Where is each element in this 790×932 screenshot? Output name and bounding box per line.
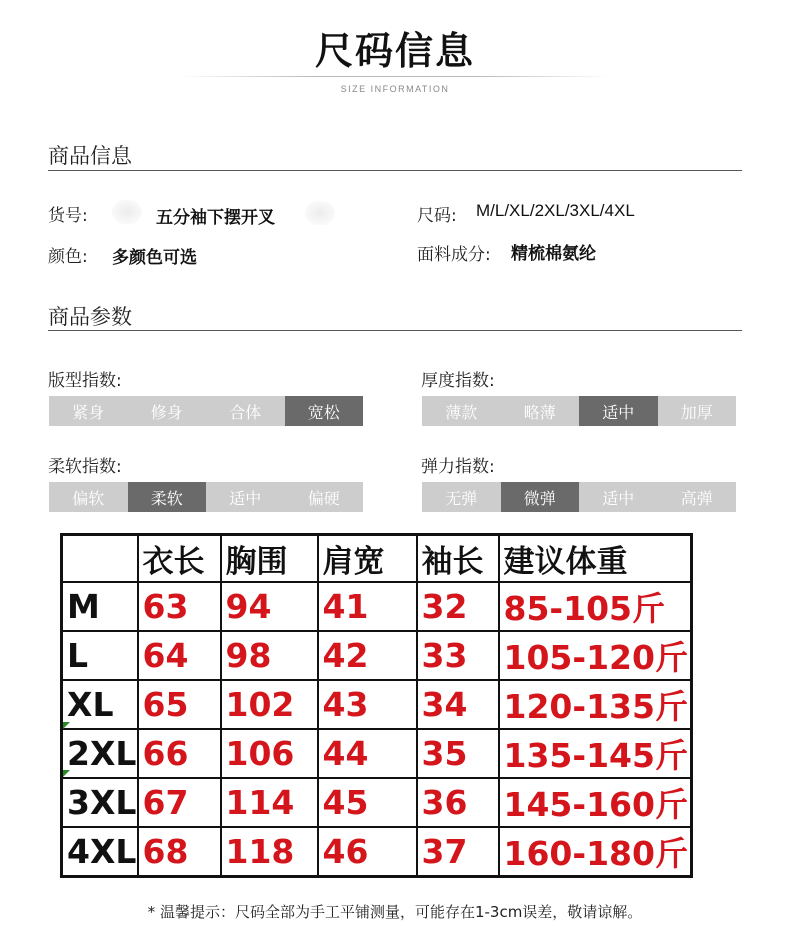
elasticity-index-scale (422, 482, 736, 512)
size-chart-table (60, 533, 693, 878)
length-cell: 63 (138, 582, 221, 631)
color-value: 多颜色可选 (112, 248, 197, 268)
fabric-label: 面料成分: (417, 245, 491, 265)
weight-cell: 160-180斤 (499, 827, 692, 877)
softness-option: 适中 (229, 488, 262, 508)
size-cell: L (62, 631, 138, 680)
sleeve-cell: 32 (417, 582, 499, 631)
length-cell: 65 (138, 680, 221, 729)
fit-option: 修身 (150, 402, 183, 422)
chest-cell: 106 (221, 729, 318, 778)
softness-index-label: 柔软指数: (48, 457, 122, 477)
thickness-option: 薄款 (445, 402, 478, 422)
weight-cell: 120-135斤 (499, 680, 692, 729)
chest-cell: 94 (221, 582, 318, 631)
chest-cell: 102 (221, 680, 318, 729)
sleeve-cell: 36 (417, 778, 499, 827)
table-header-cell: 建议体重 (499, 535, 692, 583)
elasticity-option: 适中 (602, 488, 635, 508)
product-params-heading: 商品参数 (48, 305, 132, 329)
fit-index-label: 版型指数: (48, 371, 122, 391)
product-params-divider (48, 330, 742, 331)
title-divider (180, 76, 610, 77)
product-info-heading: 商品信息 (48, 144, 132, 168)
weight-cell: 145-160斤 (499, 778, 692, 827)
size-cell: 3XL (62, 778, 138, 827)
shoulder-cell: 42 (318, 631, 417, 680)
page-subtitle: SIZE INFORMATION (340, 84, 450, 94)
product-info-divider (48, 170, 742, 171)
table-row (62, 680, 692, 729)
table-header-cell (62, 535, 138, 583)
shoulder-cell: 41 (318, 582, 417, 631)
item-no-value: 五分袖下摆开叉 (156, 208, 275, 228)
table-row (62, 631, 692, 680)
length-cell: 66 (138, 729, 221, 778)
size-cell: 4XL (62, 827, 138, 877)
weight-cell: 105-120斤 (499, 631, 692, 680)
shoulder-cell: 43 (318, 680, 417, 729)
chest-cell: 98 (221, 631, 318, 680)
fit-index-scale (49, 396, 363, 426)
chest-cell: 118 (221, 827, 318, 877)
redacted-item-number (112, 200, 142, 224)
softness-index-scale (49, 482, 363, 512)
length-cell: 67 (138, 778, 221, 827)
table-row (62, 827, 692, 877)
size-cell: XL (62, 680, 138, 729)
shoulder-cell: 44 (318, 729, 417, 778)
shoulder-cell: 46 (318, 827, 417, 877)
page-title: 尺码信息 (314, 29, 475, 73)
elasticity-option-selected: 微弹 (501, 482, 580, 512)
table-header-row (62, 535, 692, 583)
table-row (62, 582, 692, 631)
size-cell: 2XL (62, 729, 138, 778)
sleeve-cell: 33 (417, 631, 499, 680)
measurement-note: * 温馨提示：尺码全部为手工平铺测量，可能存在1-3cm误差，敬请谅解。 (147, 903, 643, 921)
thickness-option: 略薄 (523, 402, 556, 422)
length-cell: 68 (138, 827, 221, 877)
cell-corner-marker (63, 722, 70, 729)
shoulder-cell: 45 (318, 778, 417, 827)
softness-option-selected: 柔软 (128, 482, 207, 512)
elasticity-option: 高弹 (680, 488, 713, 508)
thickness-option: 加厚 (680, 402, 713, 422)
fit-option: 合体 (229, 402, 262, 422)
fit-option: 紧身 (72, 402, 105, 422)
sleeve-cell: 35 (417, 729, 499, 778)
size-label: 尺码: (417, 206, 457, 226)
thickness-index-scale (422, 396, 736, 426)
softness-option: 偏硬 (307, 488, 340, 508)
table-row (62, 778, 692, 827)
thickness-option-selected: 适中 (579, 396, 658, 426)
size-cell: M (62, 582, 138, 631)
chest-cell: 114 (221, 778, 318, 827)
weight-cell: 135-145斤 (499, 729, 692, 778)
redacted-mark (305, 201, 335, 225)
sleeve-cell: 34 (417, 680, 499, 729)
weight-cell: 85-105斤 (499, 582, 692, 631)
fit-option-selected: 宽松 (285, 396, 364, 426)
elasticity-index-label: 弹力指数: (421, 457, 495, 477)
elasticity-option: 无弹 (445, 488, 478, 508)
sleeve-cell: 37 (417, 827, 499, 877)
fabric-value: 精梳棉氨纶 (511, 244, 596, 264)
table-header-cell: 袖长 (417, 535, 499, 583)
color-label: 颜色: (48, 247, 88, 267)
size-value: M/L/XL/2XL/3XL/4XL (476, 201, 635, 220)
table-header-cell: 衣长 (138, 535, 221, 583)
table-header-cell: 肩宽 (318, 535, 417, 583)
item-no-label: 货号: (48, 206, 88, 226)
cell-corner-marker (63, 770, 70, 777)
table-row (62, 729, 692, 778)
thickness-index-label: 厚度指数: (421, 371, 495, 391)
table-header-cell: 胸围 (221, 535, 318, 583)
length-cell: 64 (138, 631, 221, 680)
softness-option: 偏软 (72, 488, 105, 508)
